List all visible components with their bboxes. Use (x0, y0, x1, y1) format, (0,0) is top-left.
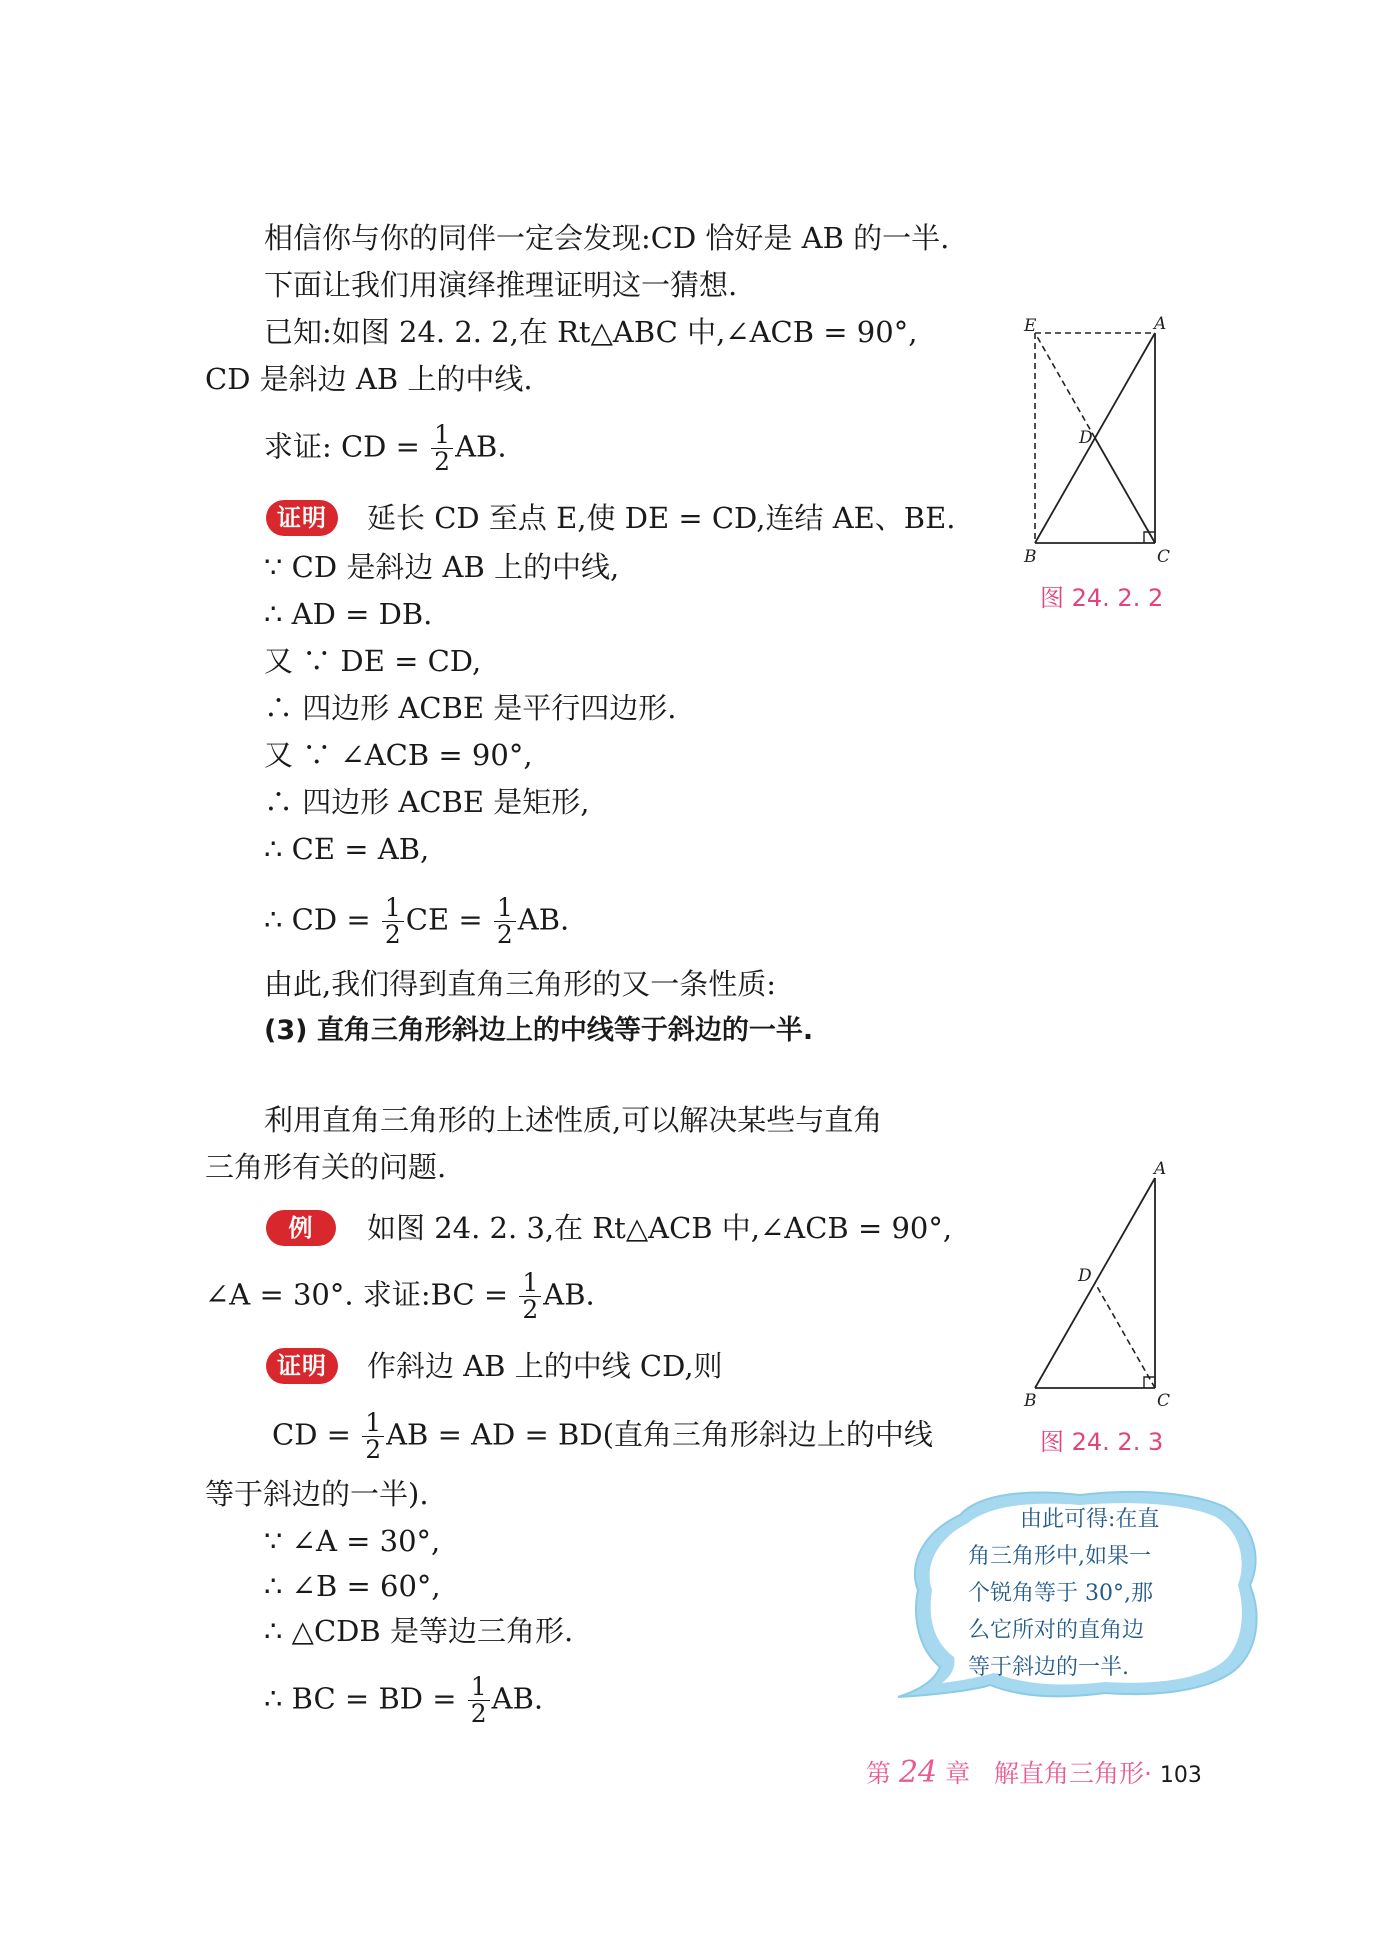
fraction-denominator: 2 (522, 1295, 539, 1324)
proof-badge: 证明 (266, 500, 338, 536)
step-prefix: ∴ CD = (264, 902, 371, 937)
bubble-line: 个锐角等于 30°,那 (968, 1581, 1153, 1606)
point-label-C: C (1157, 547, 1171, 567)
step-prefix: ∴ BC = BD = (264, 1681, 457, 1716)
figure-caption: 图 24. 2. 3 (1040, 1428, 1164, 1456)
proof-step: ∴ AD = DB. (264, 597, 433, 631)
fraction-numerator: 1 (431, 422, 453, 449)
proof-step (264, 895, 569, 948)
proof-badge: 证明 (266, 1348, 338, 1384)
theorem-statement: (3) 直角三角形斜边上的中线等于斜边的一半. (264, 1015, 814, 1046)
point-label-C: C (1157, 1391, 1171, 1411)
fraction-half (362, 1410, 384, 1463)
proof-step: 等于斜边的一半). (205, 1477, 429, 1511)
footer-separator: · (1143, 1759, 1152, 1788)
point-label-D: D (1078, 1266, 1092, 1286)
fraction-half (468, 1674, 490, 1727)
fraction-denominator: 2 (365, 1435, 382, 1464)
fraction-denominator: 2 (496, 920, 513, 949)
point-label-E: E (1024, 316, 1037, 336)
fraction-denominator: 2 (470, 1699, 487, 1728)
segment-CD (1095, 1283, 1155, 1388)
proof-step: 又 ∵ DE = CD, (264, 644, 482, 678)
text-line: 下面让我们用演绎推理证明这一猜想. (264, 268, 738, 302)
proof-step: ∴ ∠B = 60°, (264, 1569, 441, 1603)
proof-line: 作斜边 AB 上的中线 CD,则 (367, 1349, 723, 1383)
bubble-line: 么它所对的直角边 (968, 1618, 1145, 1643)
fraction-numerator: 1 (468, 1674, 490, 1701)
bubble-line: 由此可得:在直 (1020, 1507, 1160, 1532)
proof-step: ∴ 四边形 ACBE 是矩形, (264, 785, 590, 819)
fraction-half (431, 422, 453, 475)
to-prove-prefix: 求证: CD = (264, 429, 420, 464)
chapter-title: 解直角三角形 (993, 1759, 1144, 1788)
point-label-D: D (1079, 428, 1093, 448)
fraction-numerator: 1 (382, 895, 404, 922)
fraction-half (382, 895, 404, 948)
proof-step (264, 1674, 543, 1727)
chapter-suffix: 章 (945, 1759, 971, 1788)
given-line: CD 是斜边 AB 上的中线. (205, 362, 533, 396)
example-suffix: AB. (543, 1277, 595, 1312)
page-footer (866, 1757, 1202, 1792)
step-middle: CE = (405, 902, 483, 937)
example-line (205, 1270, 595, 1323)
segment-DE (1035, 333, 1095, 438)
fraction-numerator: 1 (494, 895, 516, 922)
chapter-number: 24 (898, 1755, 938, 1790)
proof-step: 又 ∵ ∠ACB = 90°, (264, 738, 533, 772)
text-line: 由此,我们得到直角三角形的又一条性质: (264, 967, 776, 1001)
bubble-line: 等于斜边的一半. (968, 1655, 1129, 1680)
step-prefix: CD = (272, 1417, 351, 1452)
to-prove-line (264, 422, 507, 475)
given-line: 已知:如图 24. 2. 2,在 Rt△ABC 中,∠ACB = 90°, (264, 315, 918, 349)
segment-CD (1095, 438, 1155, 543)
fraction-numerator: 1 (362, 1410, 384, 1437)
example-line: 如图 24. 2. 3,在 Rt△ACB 中,∠ACB = 90°, (367, 1211, 953, 1245)
step-suffix: AB = AD = BD(直角三角形斜边上的中线 (386, 1417, 933, 1452)
proof-step: ∵ ∠A = 30°, (264, 1524, 441, 1558)
example-badge: 例 (266, 1210, 336, 1246)
step-suffix: AB. (491, 1681, 544, 1716)
fraction-denominator: 2 (384, 920, 401, 949)
fraction-half (519, 1270, 541, 1323)
fraction-half (494, 895, 516, 948)
proof-step: ∴ 四边形 ACBE 是平行四边形. (264, 691, 677, 725)
bubble-line: 角三角形中,如果一 (968, 1544, 1151, 1569)
proof-line: 延长 CD 至点 E,使 DE = CD,连结 AE、BE. (367, 501, 956, 535)
figure-caption: 图 24. 2. 2 (1040, 584, 1164, 612)
to-prove-suffix: AB. (455, 429, 507, 464)
point-label-A: A (1154, 1159, 1167, 1179)
step-suffix: AB. (517, 902, 570, 937)
fraction-numerator: 1 (519, 1270, 541, 1297)
proof-step (272, 1410, 933, 1463)
chapter-prefix: 第 (866, 1759, 892, 1788)
point-label-B: B (1024, 547, 1037, 567)
page-number: 103 (1159, 1763, 1202, 1788)
text-line: 相信你与你的同伴一定会发现:CD 恰好是 AB 的一半. (264, 221, 950, 255)
figure-24-2-3 (1010, 1148, 1180, 1418)
text-line: 三角形有关的问题. (205, 1150, 447, 1184)
proof-step: ∴ CE = AB, (264, 832, 430, 866)
proof-step: ∴ △CDB 是等边三角形. (264, 1614, 574, 1648)
proof-step: ∵ CD 是斜边 AB 上的中线, (264, 550, 620, 584)
point-label-B: B (1024, 1391, 1037, 1411)
text-line: 利用直角三角形的上述性质,可以解决某些与直角 (264, 1103, 883, 1137)
example-prefix: ∠A = 30°. 求证:BC = (205, 1277, 509, 1312)
fraction-denominator: 2 (434, 447, 451, 476)
point-label-A: A (1154, 314, 1167, 334)
figure-24-2-2 (1010, 305, 1180, 575)
